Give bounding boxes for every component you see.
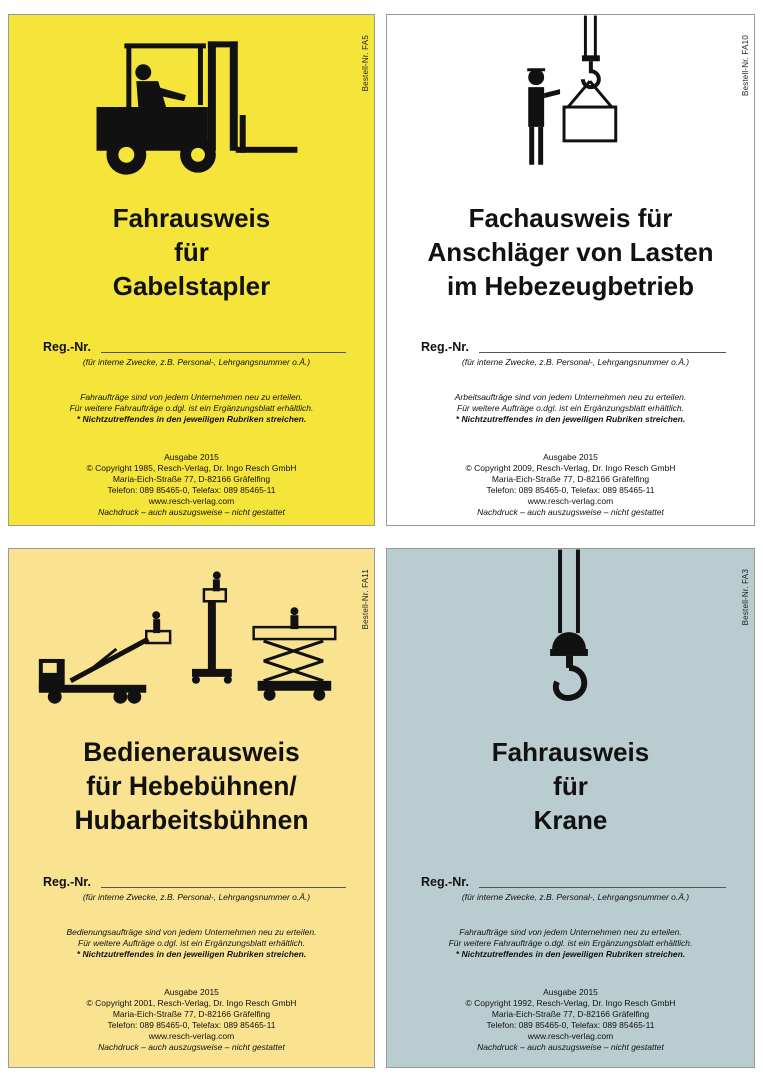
card-slinger xyxy=(386,14,755,526)
order-number: Bestell-Nr. FA10 xyxy=(741,35,750,97)
card-title: Fachausweis für Anschläger von Lasten im Hebezeugbetrieb xyxy=(427,203,714,301)
reg-number-field xyxy=(421,875,726,889)
publisher-info: Ausgabe 2015 © Copyright 1985, Resch-Verlag, Dr. Ingo Resch GmbH Maria-Eich-Straße 77, D-82166 Gräfelfing Telefon: 089 85465-0, Telefax: 089 85465-11 www.resch-verlag.com Nachdruck – auch auszugsweise – nicht gestattet xyxy=(86,452,297,517)
card-title: Bedienerausweis für Hebebühnen/ Hubarbeitsbühnen xyxy=(74,737,309,835)
aerial-platforms-icon xyxy=(9,549,374,749)
reg-line xyxy=(101,887,346,888)
card-aerial-platforms xyxy=(8,548,375,1068)
reg-number-field xyxy=(43,875,346,889)
reg-label: Reg.-Nr. xyxy=(421,340,469,354)
publisher-info: Ausgabe 2015 © Copyright 1992, Resch-Verlag, Dr. Ingo Resch GmbH Maria-Eich-Straße 77, D-82166 Gräfelfing Telefon: 089 85465-0, Telefax: 089 85465-11 www.resch-verlag.com Nachdruck – auch auszugsweise – nicht gestattet xyxy=(465,987,676,1052)
card-title: Fahrausweis für Krane xyxy=(491,737,650,835)
reg-line xyxy=(479,887,726,888)
reg-note: (für interne Zwecke, z.B. Personal-, Lehrgangsnummer o.Ä.) xyxy=(82,357,311,367)
reg-note: (für interne Zwecke, z.B. Personal-, Lehrgangsnummer o.Ä.) xyxy=(82,892,311,902)
card-title: Fahrausweis für Gabelstapler xyxy=(112,203,271,301)
reg-label: Reg.-Nr. xyxy=(43,875,91,889)
order-number: Bestell-Nr. FA3 xyxy=(741,569,750,626)
reg-label: Reg.-Nr. xyxy=(421,875,469,889)
slinger-load-icon xyxy=(387,15,754,215)
reg-label: Reg.-Nr. xyxy=(43,340,91,354)
card-crane xyxy=(386,548,755,1068)
reg-line xyxy=(101,352,346,353)
forklift-icon xyxy=(9,15,374,215)
reg-line xyxy=(479,352,726,353)
publisher-info: Ausgabe 2015 © Copyright 2001, Resch-Verlag, Dr. Ingo Resch GmbH Maria-Eich-Straße 77, D-82166 Gräfelfing Telefon: 089 85465-0, Telefax: 089 85465-11 www.resch-verlag.com Nachdruck – auch auszugsweise – nicht gestattet xyxy=(86,987,297,1052)
publisher-info: Ausgabe 2015 © Copyright 2009, Resch-Verlag, Dr. Ingo Resch GmbH Maria-Eich-Straße 77, D-82166 Gräfelfing Telefon: 089 85465-0, Telefax: 089 85465-11 www.resch-verlag.com Nachdruck – auch auszugsweise – nicht gestattet xyxy=(465,452,676,517)
reg-note: (für interne Zwecke, z.B. Personal-, Lehrgangsnummer o.Ä.) xyxy=(461,892,690,902)
instructions: Arbeitsaufträge sind von jedem Unternehmen neu zu erteilen. Für weitere Aufträge o.dgl. ist ein Ergänzungsblatt erhältlich. * Nichtzutreffendes in den jeweiligen Rubriken streichen. xyxy=(454,392,687,424)
instructions: Fahraufträge sind von jedem Unternehmen neu zu erteilen. Für weitere Fahraufträge o.dgl. ist ein Ergänzungsblatt erhältlich. * Nichtzutreffendes in den jeweiligen Rubriken streichen. xyxy=(69,392,314,424)
reg-number-field xyxy=(43,340,346,354)
instructions: Bedienungsaufträge sind von jedem Unternehmen neu zu erteilen. Für weitere Aufträge o.dgl. ist ein Ergänzungsblatt erhältlich. * Nichtzutreffendes in den jeweiligen Rubriken streichen. xyxy=(66,927,317,959)
crane-hook-icon xyxy=(387,549,754,749)
reg-number-field xyxy=(421,340,726,354)
order-number: Bestell-Nr. FA5 xyxy=(361,35,370,92)
reg-note: (für interne Zwecke, z.B. Personal-, Lehrgangsnummer o.Ä.) xyxy=(461,357,690,367)
card-forklift xyxy=(8,14,375,526)
instructions: Fahraufträge sind von jedem Unternehmen neu zu erteilen. Für weitere Fahraufträge o.dgl. ist ein Ergänzungsblatt erhältlich. * Nichtzutreffendes in den jeweiligen Rubriken streichen. xyxy=(448,927,693,959)
order-number: Bestell-Nr. FA11 xyxy=(361,569,370,630)
